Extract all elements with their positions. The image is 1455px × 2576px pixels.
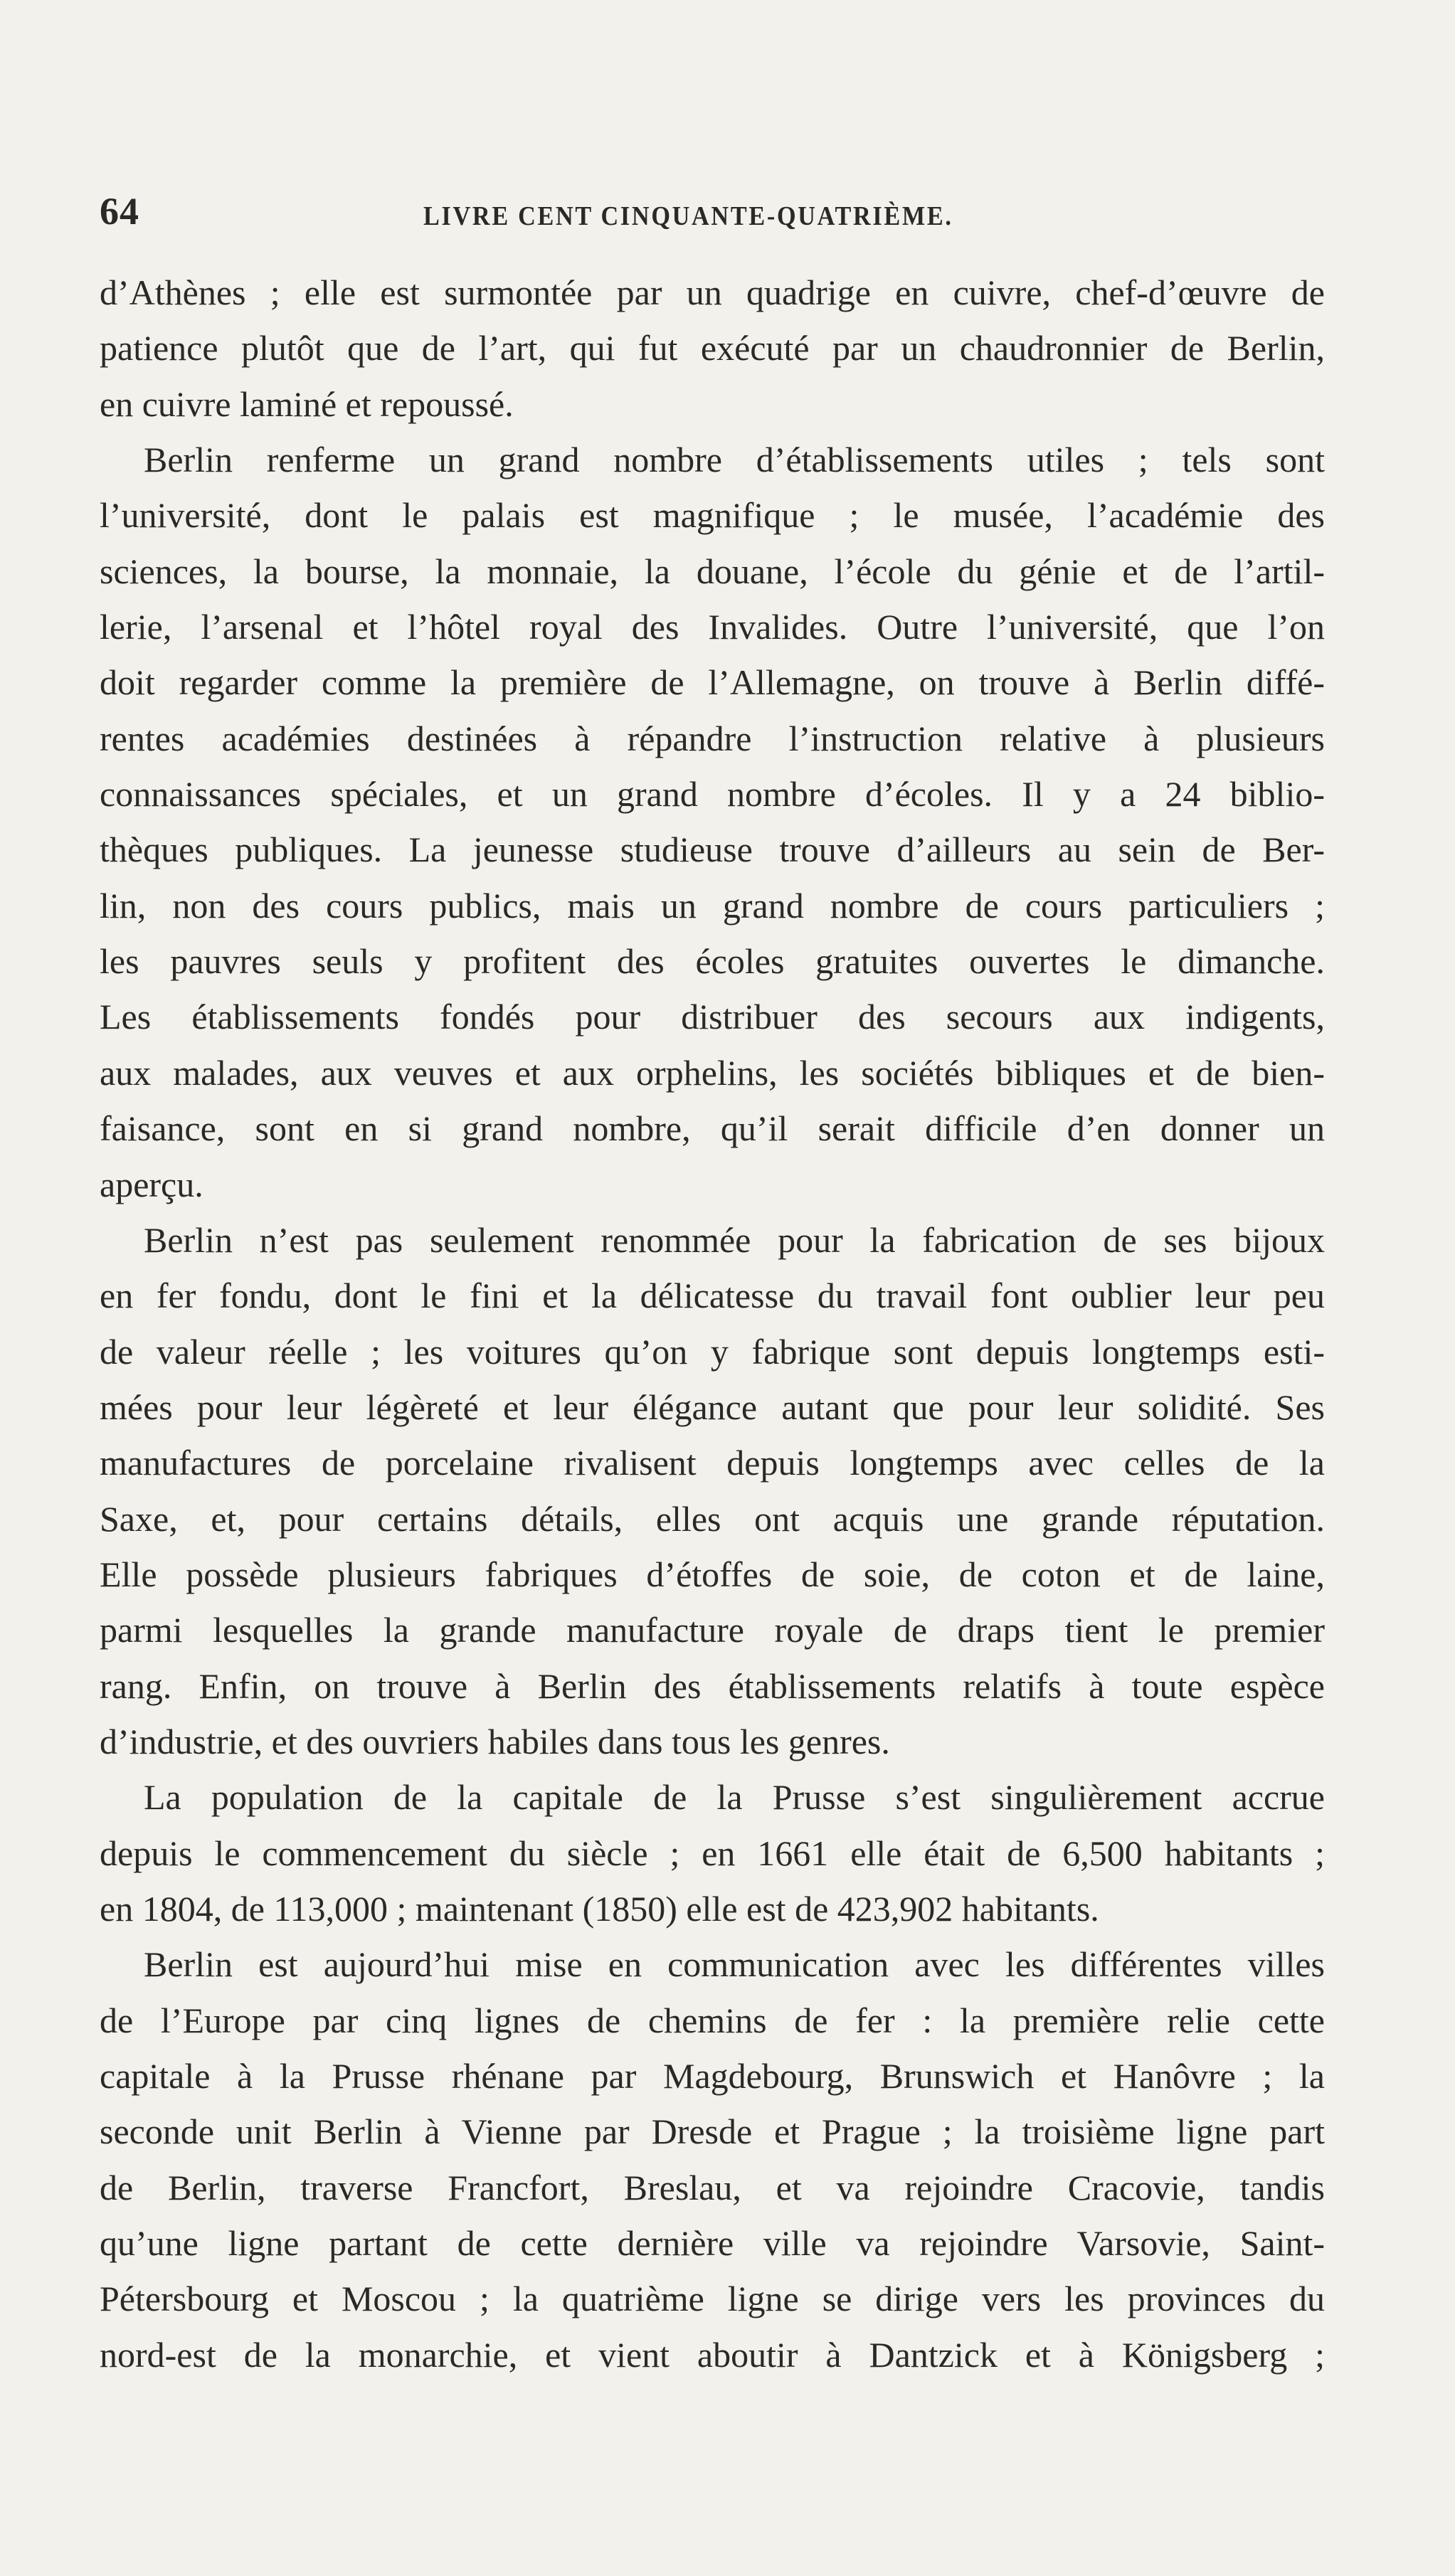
text-line: de valeur réelle ; les voitures qu’on y fabrique sont depuis longtemps esti- (100, 1331, 1325, 1372)
text-line: de Berlin, traverse Francfort, Breslau, et va rejoindre Cracovie, tandis (100, 2167, 1325, 2207)
text-line: rentes académies destinées à répandre l’instruction relative à plusieurs (100, 718, 1325, 758)
text-line: doit regarder comme la première de l’Allemagne, on trouve à Berlin diffé- (100, 662, 1325, 703)
text-line: Les établissements fondés pour distribuer des secours aux indigents, (100, 997, 1325, 1037)
text-line: d’industrie, et des ouvriers habiles dans tous les genres. (100, 1721, 890, 1761)
text-line: La population de la capitale de la Prusse s’est singulièrement accrue (144, 1777, 1325, 1818)
text-line: parmi lesquelles la grande manufacture royale de draps tient le premier (100, 1610, 1325, 1650)
text-line: Pétersbourg et Moscou ; la quatrième ligne se dirige vers les provinces du (100, 2279, 1325, 2319)
text-line: aux malades, aux veuves et aux orphelins, les sociétés bibliques et de bien- (100, 1052, 1325, 1093)
text-line: patience plutôt que de l’art, qui fut exécuté par un chaudronnier de Berlin, (100, 328, 1325, 369)
text-line: en cuivre laminé et repoussé. (100, 383, 514, 424)
running-head: LIVRE CENT CINQUANTE-QUATRIÈME. (423, 201, 953, 231)
text-line: Berlin est aujourd’hui mise en communication avec les différentes villes (144, 1944, 1325, 1985)
text-line: depuis le commencement du siècle ; en 1661 elle était de 6,500 habitants ; (100, 1833, 1325, 1873)
body-text (100, 265, 1325, 2382)
text-line: l’université, dont le palais est magnifique ; le musée, l’académie des (100, 495, 1325, 536)
text-line: mées pour leur légèreté et leur élégance autant que pour leur solidité. Ses (100, 1387, 1325, 1427)
text-line: sciences, la bourse, la monnaie, la douane, l’école du génie et de l’artil- (100, 551, 1325, 591)
text-line: nord-est de la monarchie, et vient aboutir à Dantzick et à Königsberg ; (100, 2334, 1325, 2375)
text-line: lerie, l’arsenal et l’hôtel royal des Invalides. Outre l’université, que l’on (100, 607, 1325, 647)
text-line: connaissances spéciales, et un grand nombre d’écoles. Il y a 24 biblio- (100, 774, 1325, 815)
text-line: Berlin renferme un grand nombre d’établissements utiles ; tels sont (144, 440, 1325, 480)
text-line: Berlin n’est pas seulement renommée pour la fabrication de ses bijoux (144, 1219, 1325, 1260)
text-line: rang. Enfin, on trouve à Berlin des établissements relatifs à toute espèce (100, 1665, 1325, 1706)
text-line: lin, non des cours publics, mais un grand nombre de cours particuliers ; (100, 885, 1325, 926)
text-line: seconde unit Berlin à Vienne par Dresde et Prague ; la troisième ligne part (100, 2111, 1325, 2152)
text-line: Elle possède plusieurs fabriques d’étoffes de soie, de coton et de laine, (100, 1554, 1325, 1594)
text-line: en 1804, de 113,000 ; maintenant (1850) elle est de 423,902 habitants. (100, 1888, 1099, 1929)
page-header (100, 186, 1325, 243)
page-number: 64 (100, 190, 139, 233)
text-line: aperçu. (100, 1164, 203, 1204)
text-line: manufactures de porcelaine rivalisent depuis longtemps avec celles de la (100, 1443, 1325, 1483)
text-line: en fer fondu, dont le fini et la délicatesse du travail font oublier leur peu (100, 1276, 1325, 1316)
text-line: qu’une ligne partant de cette dernière ville va rejoindre Varsovie, Saint- (100, 2223, 1325, 2264)
text-line: d’Athènes ; elle est surmontée par un quadrige en cuivre, chef-d’œuvre de (100, 272, 1325, 312)
text-line: capitale à la Prusse rhénane par Magdebourg, Brunswich et Hanôvre ; la (100, 2056, 1325, 2096)
text-line: les pauvres seuls y profitent des écoles gratuites ouvertes le dimanche. (100, 941, 1325, 982)
text-line: de l’Europe par cinq lignes de chemins de fer : la première relie cette (100, 2000, 1325, 2040)
text-line: thèques publiques. La jeunesse studieuse trouve d’ailleurs au sein de Ber- (100, 829, 1325, 870)
text-line: Saxe, et, pour certains détails, elles ont acquis une grande réputation. (100, 1498, 1325, 1539)
text-line: faisance, sont en si grand nombre, qu’il serait difficile d’en donner un (100, 1108, 1325, 1149)
